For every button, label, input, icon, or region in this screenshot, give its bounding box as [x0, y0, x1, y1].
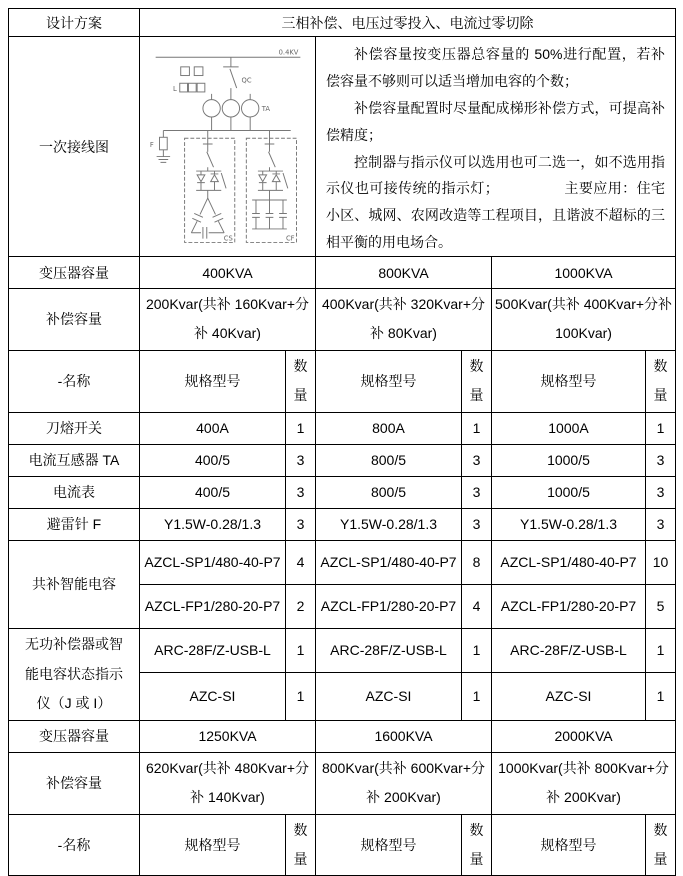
transformer-capacity-label-2: 变压器容量	[9, 720, 140, 752]
transformer-capacity-value: 400KVA	[140, 257, 316, 289]
spec-cell: 800A	[316, 412, 462, 444]
note-paragraph-1: 补偿容量按变压器总容量的 50%进行配置，若补偿容量不够则可以适当增加电容的个数；	[326, 46, 666, 89]
spec-cell: ARC-28F/Z-USB-L	[316, 628, 462, 672]
spec-cell: 400/5	[140, 476, 286, 508]
qty-cell: 3	[462, 476, 492, 508]
qty-header-label: 数量	[469, 357, 484, 404]
spec-cell: 400A	[140, 412, 286, 444]
spec-cell: AZC-SI	[492, 672, 646, 720]
equipment-name-cell: 共补智能电容	[9, 540, 140, 628]
meter-group-label: L	[172, 84, 177, 93]
equipment-name-cell: 电流表	[9, 476, 140, 508]
qty-cell: 1	[646, 628, 676, 672]
qty-cell: 1	[286, 672, 316, 720]
equipment-name-cell: 刀熔开关	[9, 412, 140, 444]
spec-cell: ARC-28F/Z-USB-L	[140, 628, 286, 672]
qty-header-label: 数量	[469, 821, 484, 867]
spec-cell: Y1.5W-0.28/1.3	[140, 508, 286, 540]
spec-cell: 1000/5	[492, 476, 646, 508]
qty-header-cell	[646, 350, 676, 412]
spec-cell: Y1.5W-0.28/1.3	[316, 508, 462, 540]
ct-ta-label: TA	[261, 105, 270, 114]
qty-header-label: 数量	[653, 357, 668, 404]
equipment-name-cell: 电流互感器 TA	[9, 444, 140, 476]
arrester-f-label: F	[149, 140, 154, 149]
transformer-capacity-value: 800KVA	[316, 257, 492, 289]
compensation-capacity-value: 620Kvar(共补 480Kvar+分补 140Kvar)	[140, 752, 316, 814]
compensation-capacity-value: 800Kvar(共补 600Kvar+分补 200Kvar)	[316, 752, 492, 814]
name-header-cell-1: -名称	[9, 350, 140, 412]
qty-cell: 1	[462, 412, 492, 444]
spec-header-cell: 规格型号	[492, 350, 646, 412]
table-row	[9, 444, 676, 476]
compensation-capacity-value: 400Kvar(共补 320Kvar+分补 80Kvar)	[316, 289, 492, 351]
qty-header-label: 数量	[653, 821, 668, 867]
table-row	[9, 540, 676, 584]
qty-cell: 3	[646, 476, 676, 508]
spec-cell: 1000A	[492, 412, 646, 444]
qty-cell: 1	[646, 672, 676, 720]
spec-header-cell: 规格型号	[140, 350, 286, 412]
spec-cell: 800/5	[316, 476, 462, 508]
spec-cell: Y1.5W-0.28/1.3	[492, 508, 646, 540]
qty-cell: 3	[646, 444, 676, 476]
spec-cell: AZCL-FP1/280-20-P7	[140, 584, 286, 628]
compensation-capacity-value: 200Kvar(共补 160Kvar+分补 40Kvar)	[140, 289, 316, 351]
spec-cell: AZCL-SP1/480-40-P7	[316, 540, 462, 584]
qty-header-label: 数量	[293, 821, 308, 867]
table-row	[9, 476, 676, 508]
qty-cell: 10	[646, 540, 676, 584]
qty-cell: 4	[286, 540, 316, 584]
breaker-qc-label: QC	[241, 76, 252, 85]
delta-bank-cs-label: CS	[223, 234, 233, 243]
table-row	[9, 508, 676, 540]
design-scheme-label: 设计方案	[9, 9, 140, 37]
transformer-capacity-value: 1600KVA	[316, 720, 492, 752]
qty-cell: 1	[462, 672, 492, 720]
qty-cell: 1	[646, 412, 676, 444]
spec-cell: AZC-SI	[316, 672, 462, 720]
transformer-capacity-value: 1000KVA	[492, 257, 676, 289]
compensation-capacity-value: 500Kvar(共补 400Kvar+分补 100Kvar)	[492, 289, 676, 351]
spec-cell: AZCL-SP1/480-40-P7	[492, 540, 646, 584]
qty-cell: 3	[286, 508, 316, 540]
spec-cell: ARC-28F/Z-USB-L	[492, 628, 646, 672]
qty-cell: 3	[286, 476, 316, 508]
spec-cell: 1000/5	[492, 444, 646, 476]
qty-cell: 1	[286, 412, 316, 444]
equipment-name-cell: 无功补偿器或智能电容状态指示仪（J 或 I）	[9, 628, 140, 720]
transformer-capacity-value: 2000KVA	[492, 720, 676, 752]
name-header-cell-2: -名称	[9, 814, 140, 876]
table-row	[9, 628, 676, 672]
spec-cell: AZCL-FP1/280-20-P7	[316, 584, 462, 628]
note-paragraph-3: 控制器与指示仪可以选用也可二选一，如不选用指示仪也可接传统的指示灯； 主要应用：住宅小区、城网、农网改造等工程项目，且谐波不超标的三相平衡的用电场合。	[326, 153, 666, 251]
compensation-capacity-label-1: 补偿容量	[9, 289, 140, 351]
spec-cell: AZCL-SP1/480-40-P7	[140, 540, 286, 584]
equipment-name-cell: 避雷针 F	[9, 508, 140, 540]
spec-cell: AZCL-FP1/280-20-P7	[492, 584, 646, 628]
configuration-notes-cell	[316, 37, 676, 257]
spec-cell: 800/5	[316, 444, 462, 476]
qty-cell: 2	[286, 584, 316, 628]
spec-table	[8, 8, 676, 876]
qty-header-cell	[462, 350, 492, 412]
bus-voltage-label: 0.4KV	[278, 48, 298, 57]
qty-cell: 1	[462, 628, 492, 672]
spec-cell: AZC-SI	[140, 672, 286, 720]
qty-cell: 3	[286, 444, 316, 476]
qty-header-cell	[286, 350, 316, 412]
star-bank-cf-label: CF	[285, 234, 295, 243]
compensation-capacity-value: 1000Kvar(共补 800Kvar+分补 200Kvar)	[492, 752, 676, 814]
transformer-capacity-label-1: 变压器容量	[9, 257, 140, 289]
qty-cell: 5	[646, 584, 676, 628]
table-row	[9, 412, 676, 444]
spec-cell: 400/5	[140, 444, 286, 476]
qty-cell: 3	[646, 508, 676, 540]
note-paragraph-2: 补偿容量配置时尽量配成梯形补偿方式，可提高补偿精度；	[326, 99, 666, 143]
qty-cell: 8	[462, 540, 492, 584]
qty-cell: 3	[462, 508, 492, 540]
design-scheme-value: 三相补偿、电压过零投入、电流过零切除	[140, 9, 676, 37]
spec-header-cell: 规格型号	[492, 814, 646, 876]
primary-wiring-diagram-image	[146, 42, 310, 248]
spec-header-cell: 规格型号	[316, 350, 462, 412]
compensation-capacity-label-2: 补偿容量	[9, 752, 140, 814]
transformer-capacity-value: 1250KVA	[140, 720, 316, 752]
qty-cell: 3	[462, 444, 492, 476]
spec-header-cell: 规格型号	[316, 814, 462, 876]
wiring-diagram-cell	[140, 37, 316, 257]
wiring-diagram-label: 一次接线图	[9, 37, 140, 257]
spec-header-cell: 规格型号	[140, 814, 286, 876]
qty-header-label: 数量	[293, 357, 308, 404]
qty-cell: 4	[462, 584, 492, 628]
qty-cell: 1	[286, 628, 316, 672]
